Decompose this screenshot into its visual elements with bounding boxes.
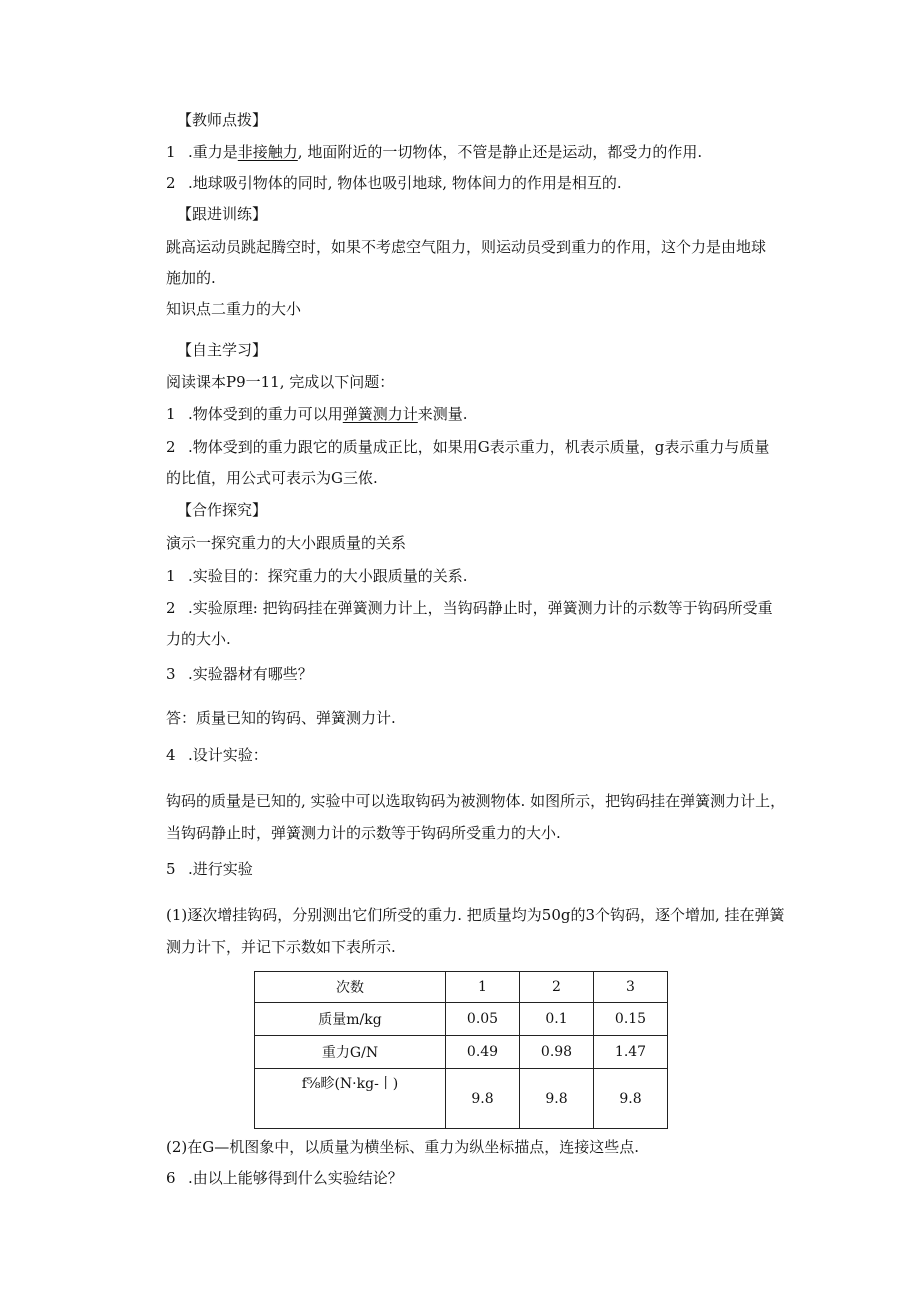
follow-up-line-2: 施加的. (166, 269, 216, 287)
step-5-sub-1-cont: 测力计下，并记下示数如下表所示. (166, 938, 396, 956)
step-text: .由以上能够得到什么实验结论？ (188, 1169, 403, 1187)
table-row (255, 1069, 668, 1129)
knowledge-point-title: 知识点二重力的大小 (166, 300, 302, 318)
item-text: , 地面附近的一切物体，不管是静止还是运动，都受力的作用. (297, 143, 703, 161)
table-header-row (255, 972, 668, 1003)
table-header-cell: 1 (446, 972, 520, 1003)
step-2-cont: 力的大小. (166, 630, 231, 648)
step-number: 2 (166, 599, 176, 617)
step-5-sub-1: (1)逐次增挂钩码，分别测出它们所受的重力. 把质量均为50g的3个钩码，逐个增加, 挂在弹簧 (166, 906, 785, 924)
coop-heading: 【合作探究】 (177, 501, 268, 519)
step-number: 5 (166, 860, 176, 878)
step-number: 4 (166, 746, 176, 764)
underlined-answer: 弹簧测力计 (342, 405, 418, 423)
follow-up-line-1: 跳高运动员跳起腾空时，如果不考虑空气阻力，则运动员受到重力的作用，这个力是由地球 (166, 238, 767, 256)
table-cell: 0.1 (520, 1003, 594, 1036)
step-text: .实验器材有哪些？ (188, 665, 313, 683)
follow-up-heading: 【跟进训练】 (177, 205, 268, 223)
table-header-cell: 次数 (255, 972, 446, 1003)
self-study-item-1 (166, 404, 786, 424)
step-text: .进行实验 (188, 860, 253, 878)
teacher-tips-heading: 【教师点拨】 (177, 111, 268, 129)
item-number: 1 (166, 405, 176, 423)
table-row-label: 质量m/kg (255, 1003, 446, 1036)
step-text: .实验目的：探究重力的大小跟质量的关系. (188, 567, 468, 585)
step-5 (166, 859, 786, 879)
table-row (255, 1036, 668, 1069)
step-number: 1 (166, 567, 176, 585)
step-4-desc-2: 当钩码静止时，弹簧测力计的示数等于钩码所受重力的大小. (166, 824, 561, 842)
step-text: .设计实验： (188, 746, 268, 764)
step-5-sub-2: (2)在G—机图象中，以质量为横坐标、重力为纵坐标描点，连接这些点. (166, 1138, 640, 1156)
self-study-intro: 阅读课本P9一11, 完成以下问题： (166, 373, 395, 391)
measurement-table (254, 971, 668, 1129)
table-cell: 9.8 (446, 1069, 520, 1129)
item-number: 1 (166, 143, 176, 161)
item-text: .物体受到的重力可以用 (188, 405, 343, 423)
table-cell: 0.98 (520, 1036, 594, 1069)
self-study-item-2 (166, 437, 786, 457)
table-cell: 0.05 (446, 1003, 520, 1036)
item-text: .地球吸引物体的同时, 物体也吸引地球, 物体间力的作用是相互的. (188, 174, 622, 192)
table-cell: 9.8 (520, 1069, 594, 1129)
step-1 (166, 566, 786, 586)
step-6 (166, 1168, 786, 1188)
step-text: .实验原理: 把钩码挂在弹簧测力计上，当钩码静止时，弹簧测力计的示数等于钩码所受重 (188, 599, 773, 617)
step-4-desc-1: 钩码的质量是已知的, 实验中可以选取钩码为被测物体. 如图所示，把钩码挂在弹簧测力计上， (166, 792, 786, 810)
underlined-answer: 非接触力 (237, 143, 298, 161)
table-cell: 0.15 (594, 1003, 668, 1036)
item-text: 来测量. (417, 405, 468, 423)
table-row-label: 重力G/N (255, 1036, 446, 1069)
table-cell: 0.49 (446, 1036, 520, 1069)
table-header-cell: 2 (520, 972, 594, 1003)
step-4 (166, 745, 786, 765)
table-row-label: f⅝畛(N·kg-丨) (255, 1069, 446, 1129)
self-study-heading: 【自主学习】 (177, 341, 268, 359)
item-text: .物体受到的重力跟它的质量成正比，如果用G表示重力，机表示质量，g表示重力与质量 (188, 438, 770, 456)
step-number: 6 (166, 1169, 176, 1187)
table-row (255, 1003, 668, 1036)
teacher-tip-2 (166, 173, 786, 193)
step-3-answer: 答：质量已知的钩码、弹簧测力计. (166, 709, 396, 727)
item-text: .重力是 (188, 143, 238, 161)
step-number: 3 (166, 665, 176, 683)
item-number: 2 (166, 438, 176, 456)
step-3 (166, 664, 786, 684)
step-2 (166, 598, 786, 618)
self-study-item-2-cont: 的比值，用公式可表示为G三侬. (166, 469, 378, 487)
table-cell: 1.47 (594, 1036, 668, 1069)
teacher-tip-1 (166, 142, 786, 162)
table-cell: 9.8 (594, 1069, 668, 1129)
item-number: 2 (166, 174, 176, 192)
demo-title: 演示一探究重力的大小跟质量的关系 (166, 534, 407, 552)
table-header-cell: 3 (594, 972, 668, 1003)
